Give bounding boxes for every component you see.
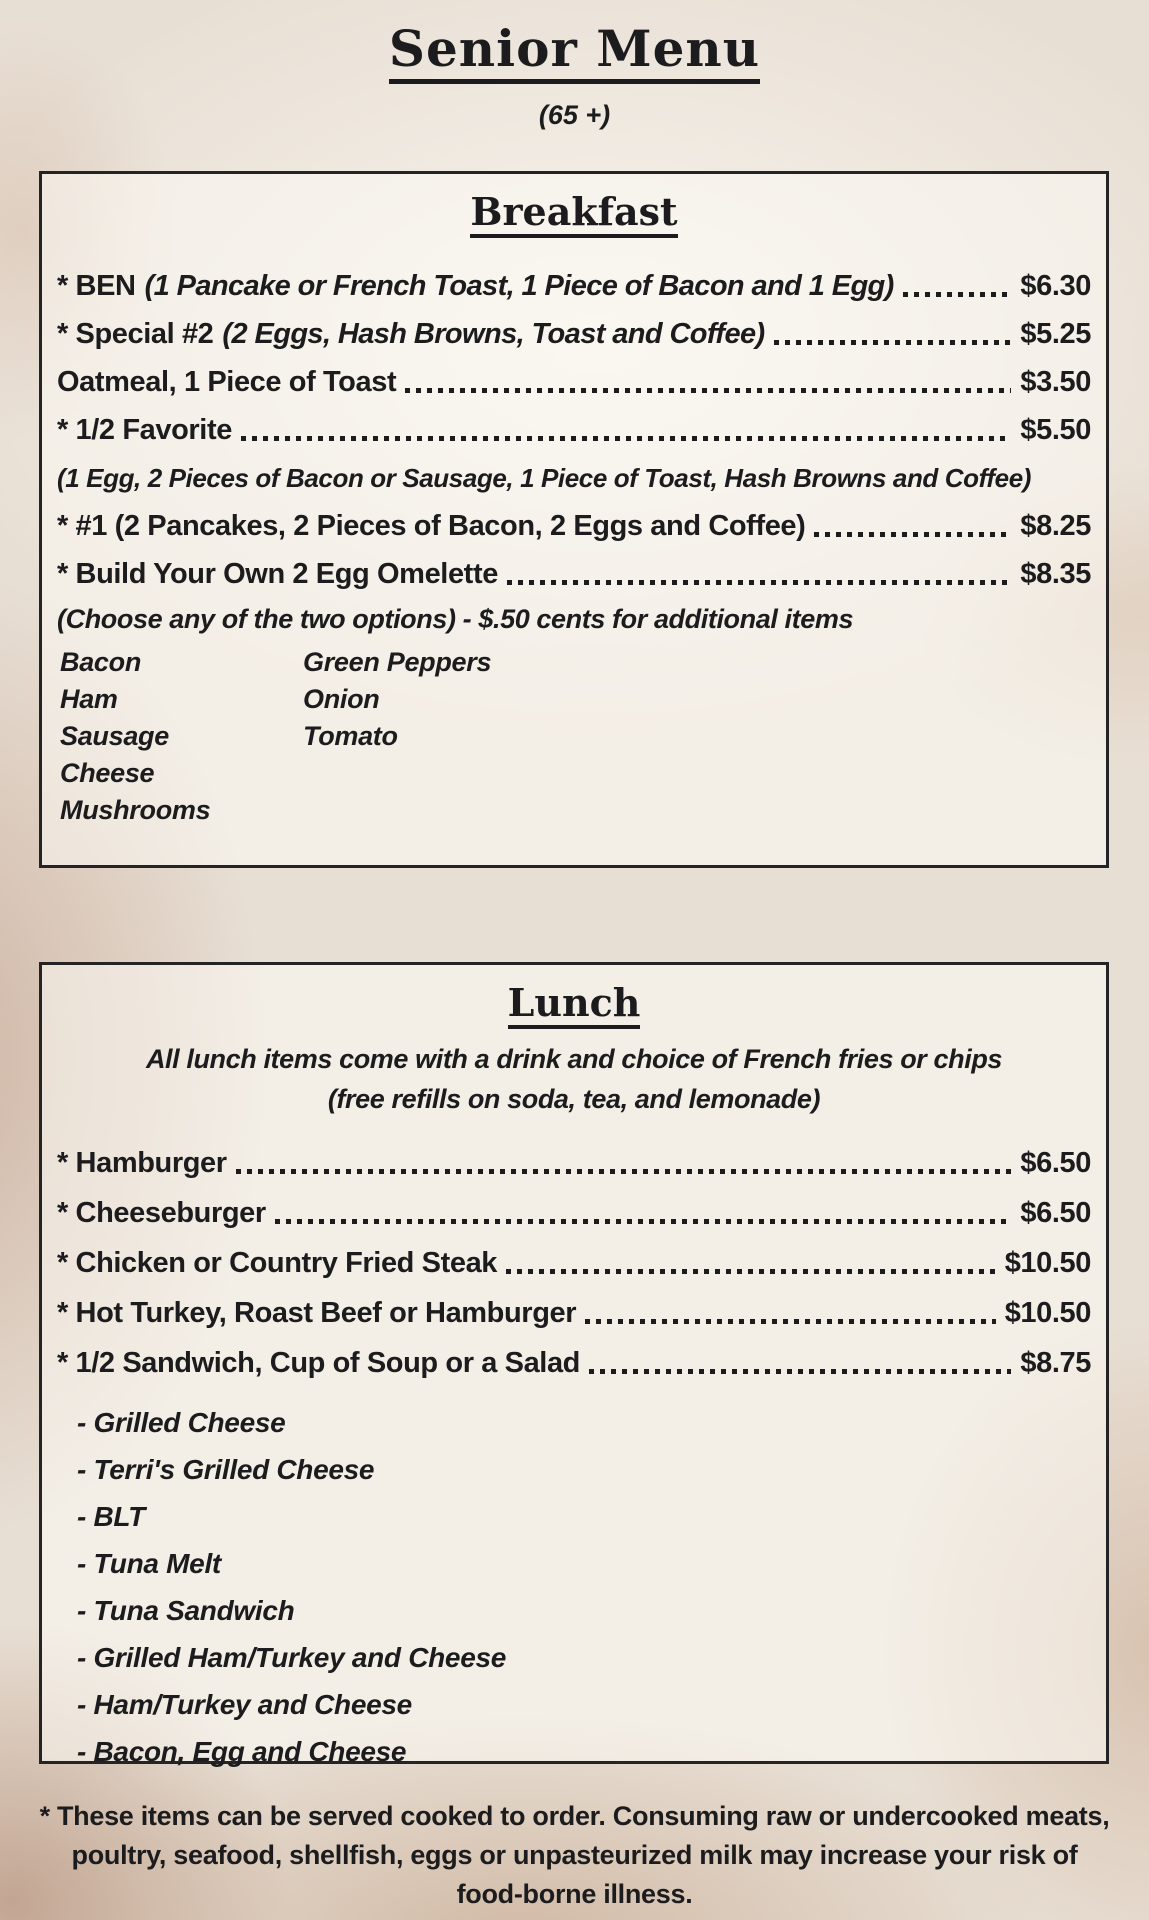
age-note: (65 +): [538, 100, 611, 130]
omelette-option: Sausage: [60, 720, 169, 751]
sandwich-choice: - BLT: [77, 1500, 145, 1532]
item-price: $6.50: [1020, 1196, 1091, 1229]
dot-leader: [275, 1219, 1012, 1224]
item-price: $5.25: [1020, 317, 1091, 350]
item-name: * Cheeseburger: [57, 1196, 266, 1229]
page-title: Senior Menu: [389, 20, 760, 84]
dot-leader: [903, 292, 1012, 297]
omelette-option: Onion: [303, 683, 380, 714]
item-price: $8.25: [1020, 509, 1091, 542]
item-desc: (2 Eggs, Hash Browns, Toast and Coffee): [222, 317, 765, 350]
omelette-option: Cheese: [60, 757, 155, 788]
item-desc: (1 Pancake or French Toast, 1 Piece of Bacon and 1 Egg): [144, 269, 894, 302]
menu-item-row: [57, 260, 1091, 308]
sandwich-choice: - Terri's Grilled Cheese: [77, 1453, 375, 1485]
lunch-note-2: (free refills on soda, tea, and lemonade): [327, 1083, 821, 1114]
item-price: $10.50: [1004, 1246, 1091, 1279]
menu-item-row: [57, 404, 1091, 452]
dot-leader: [774, 340, 1012, 345]
item-price: $8.75: [1020, 1346, 1091, 1379]
omelette-note: (Choose any of the two options) - $.50 cents for additional items: [57, 603, 854, 634]
favorite-detail-row: [57, 452, 1091, 500]
menu-item-row: [57, 308, 1091, 356]
dot-leader: [589, 1369, 1011, 1374]
menu-item-row: [57, 548, 1091, 596]
omelette-option: Bacon: [60, 646, 142, 677]
breakfast-heading: Breakfast: [470, 191, 677, 238]
lunch-note-1: All lunch items come with a drink and choice of French fries or chips: [145, 1043, 1003, 1074]
item-price: $8.35: [1020, 557, 1091, 590]
item-name: * Hamburger: [57, 1146, 227, 1179]
disclaimer-line: * These items can be served cooked to order. Consuming raw or undercooked meats,: [39, 1801, 1110, 1831]
item-price: $10.50: [1004, 1296, 1091, 1329]
sandwich-choice: - Bacon, Egg and Cheese: [77, 1735, 407, 1767]
lunch-items: [57, 1135, 1091, 1385]
dot-leader: [241, 436, 1011, 441]
lunch-heading-wrap: [57, 982, 1091, 1029]
dot-leader: [236, 1169, 1012, 1174]
breakfast-section: [39, 171, 1109, 868]
dot-leader: [506, 1269, 996, 1274]
breakfast-heading-wrap: [57, 191, 1091, 238]
item-name: * Hot Turkey, Roast Beef or Hamburger: [57, 1296, 577, 1329]
omelette-options-col2: [303, 644, 491, 829]
sandwich-choice: - Tuna Melt: [77, 1547, 221, 1579]
lunch-section: [39, 962, 1109, 1767]
item-name: * Build Your Own 2 Egg Omelette: [57, 557, 498, 590]
sandwich-choice: - Tuna Sandwich: [77, 1594, 295, 1626]
menu-item-row: [57, 1135, 1091, 1185]
omelette-options: [57, 644, 1091, 829]
sandwich-choice: - Grilled Ham/Turkey and Cheese: [77, 1641, 507, 1673]
item-name: * 1/2 Sandwich, Cup of Soup or a Salad: [57, 1346, 580, 1379]
dot-leader: [585, 1319, 996, 1324]
omelette-option: Tomato: [303, 720, 398, 751]
menu-item-row: [57, 1235, 1091, 1285]
omelette-option: Mushrooms: [60, 794, 211, 825]
disclaimer-line: food-borne illness.: [456, 1879, 693, 1909]
disclaimer: [0, 1797, 1149, 1914]
menu-item-row: [57, 500, 1091, 548]
item-name: * #1 (2 Pancakes, 2 Pieces of Bacon, 2 Eggs and Coffee): [57, 509, 806, 542]
dot-leader: [814, 532, 1011, 537]
item-price: $5.50: [1020, 413, 1091, 446]
omelette-options-col1: [60, 644, 303, 829]
item-name: Oatmeal, 1 Piece of Toast: [57, 365, 397, 398]
menu-item-row: [57, 1285, 1091, 1335]
lunch-heading: Lunch: [508, 982, 641, 1029]
sandwich-choice: - Ham/Turkey and Cheese: [77, 1688, 412, 1720]
item-name: * BEN: [57, 269, 136, 302]
item-name: * Chicken or Country Fried Steak: [57, 1246, 498, 1279]
menu-item-row: [57, 1335, 1091, 1385]
item-name: * Special #2: [57, 317, 214, 350]
dot-leader: [507, 580, 1011, 585]
menu-item-row: [57, 356, 1091, 404]
sandwich-choice: - Grilled Cheese: [77, 1406, 286, 1438]
item-name: * 1/2 Favorite: [57, 413, 232, 446]
favorite-detail: (1 Egg, 2 Pieces of Bacon or Sausage, 1 Piece of Toast, Hash Browns and Coffee): [57, 462, 1032, 493]
sandwich-choices: [57, 1399, 1091, 1775]
omelette-option: Ham: [60, 683, 118, 714]
dot-leader: [405, 388, 1011, 393]
disclaimer-line: poultry, seafood, shellfish, eggs or unpasteurized milk may increase your risk of: [71, 1840, 1078, 1870]
breakfast-items: [57, 260, 1091, 829]
menu-item-row: [57, 1185, 1091, 1235]
title-wrap: [0, 20, 1149, 84]
omelette-option: Green Peppers: [303, 646, 492, 677]
item-price: $6.50: [1020, 1146, 1091, 1179]
item-price: $3.50: [1020, 365, 1091, 398]
item-price: $6.30: [1020, 269, 1091, 302]
